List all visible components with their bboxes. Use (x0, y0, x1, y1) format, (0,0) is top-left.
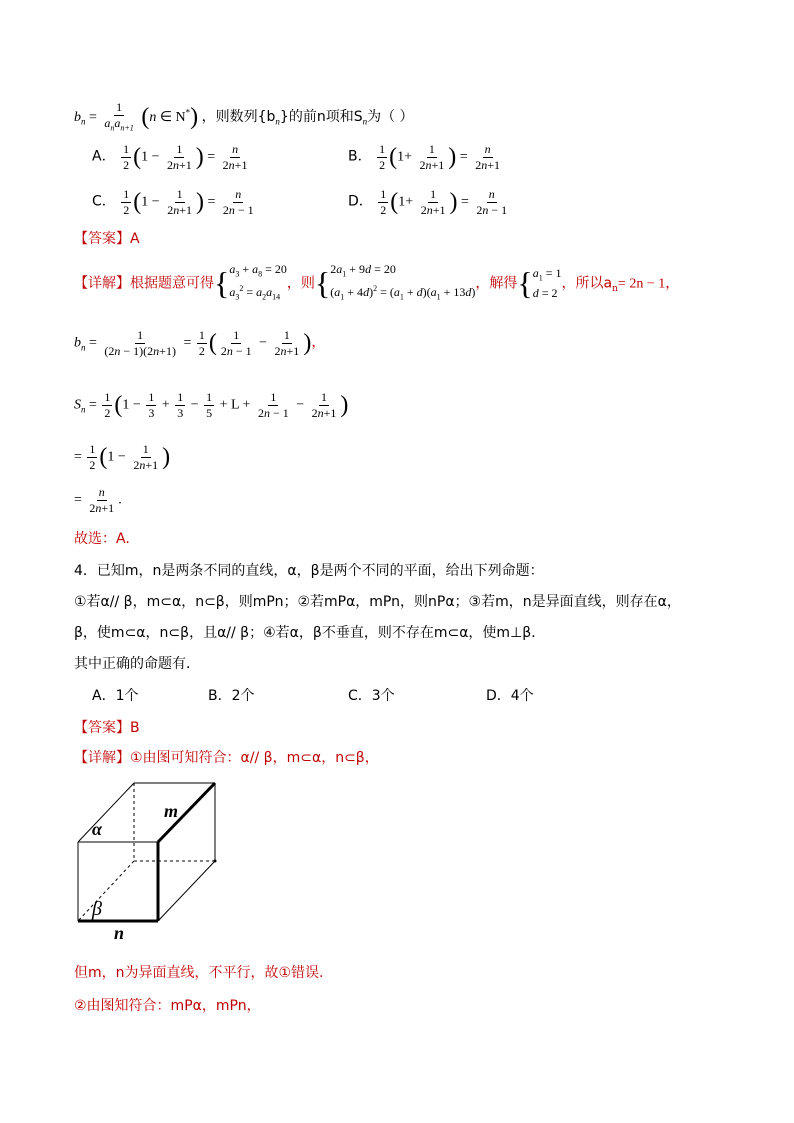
vertex-dot (214, 860, 217, 863)
hidden-edge-diagonal (78, 861, 134, 921)
q4-number: 4． (74, 563, 97, 579)
q3-answer (74, 228, 140, 248)
top-left-edge (78, 783, 134, 842)
label-n: n (114, 923, 125, 943)
q3-detail-line: 【详解】根据题意可得{ $a_3 + a_8 = 20$ $a_3^2 = a_2a_{14}$ ，则{ $2a_1 + 9d = 20$ $(a_1 + 4d)^2 = (a_1 + d)(a_1 + 13d)$ ，解得{ $a_1 = 1$ d = 2 ，所以$a_n= 2n - 1$， (74, 262, 680, 302)
sn-step2: = $\frac{1}{2}$ (1 − $\frac{1}{2n+1}$ ) (74, 442, 171, 472)
q4-option-c: C．3个 (348, 688, 395, 704)
q4-option-b: B．2个 (208, 688, 255, 704)
detail-text-4: ，所以a (561, 275, 613, 292)
option-c: C． $\frac{1}{2}$ (1 − $\frac{1}{2n+1}$ ) = $\frac{n}{2n - 1}$ (92, 187, 254, 217)
bn-expansion: $b_n$ = $\frac{1}{(2n - 1)(2n+1)}$ = $\frac{1}{2}$ ( $\frac{1}{2n - 1}$ − $\frac{1}{2n+1}$ )， (74, 328, 326, 358)
q4-detail-tag: 【详解】 (74, 750, 130, 766)
sn-step3: = $\frac{n}{2n+1}$ . (74, 485, 122, 515)
q3-stem-end: 为（ ） (367, 108, 414, 125)
q4-text-4: 其中正确的命题有． (74, 656, 200, 672)
option-d-label: D． (348, 193, 373, 210)
q4-conclusion-2: ②由图知符合：mPα，mPn， (74, 998, 261, 1014)
detail-text-3: ，解得 (475, 275, 518, 292)
detail-tag: 【详解】 (74, 275, 130, 292)
bn-definition: $b_n$ = $\frac{1}{a_na_{n+1}}$ (n ∈ N*) ，则数列$\{b_n\}$的前n项和$S_n$为（ ） (74, 100, 414, 133)
q4-option-d: D．4个 (486, 688, 534, 704)
detail-text-4b: = 2n − 1， (617, 276, 680, 292)
q4-detail (74, 747, 379, 767)
detail-text-2: ，则 (286, 275, 315, 292)
option-b: B． $\frac{1}{2}$ (1+ $\frac{1}{2n+1}$ ) = $\frac{n}{2n+1}$ (348, 142, 500, 172)
q4-detail-text: ①由图可知符合：α// β，m⊂α，n⊂β， (130, 750, 379, 766)
detail-text-1: 根据题意可得 (130, 275, 214, 292)
q4-text-3: β，使m⊂α，n⊂β，且α// β；④若α，β不垂直，则不存在m⊂α，使m⊥β． (74, 625, 546, 641)
q4-option-a: A．1个 (92, 688, 139, 704)
option-b-label: B． (348, 148, 372, 165)
q4-text-2: ①若α// β，m⊂α，n⊂β，则mPn；②若mPα，mPn，则nPα；③若m，n是异面直线，则存在α， (74, 594, 681, 610)
q4-text-1: 已知m，n是两条不同的直线，α，β是两个不同的平面，给出下列命题： (96, 563, 544, 579)
q4-answer (74, 717, 140, 737)
option-c-label: C． (92, 193, 116, 210)
option-a: A． $\frac{1}{2}$ (1 − $\frac{1}{2n+1}$ ) = $\frac{n}{2n+1}$ (92, 142, 248, 172)
option-d: D． $\frac{1}{2}$ (1+ $\frac{1}{2n+1}$ ) = $\frac{n}{2n - 1}$ (348, 187, 508, 217)
sn-expansion: $S_n$ = $\frac{1}{2}$ (1 − $\frac{1}{3}$ + $\frac{1}{3}$ − $\frac{1}{5}$ + L + $\frac{1}{2n - 1}$ − $\frac{1}{2n+1}$ ) (74, 390, 349, 420)
q4-conclusion-1: 但m，n为异面直线，不平行，故①错误. (74, 965, 324, 981)
label-beta: β (92, 898, 102, 920)
label-alpha: α (92, 819, 102, 839)
q3-choose: 故选：A. (74, 531, 130, 547)
cube-figure (70, 775, 230, 945)
q4-answer-tag: 【答案】 (74, 720, 130, 736)
q3-stem: ，则数列{b (201, 108, 276, 125)
q3-stem-tail: }的前n项和S (279, 108, 363, 125)
answer-value: A (130, 231, 140, 247)
bottom-right-edge (158, 861, 215, 921)
label-m: m (164, 801, 179, 821)
answer-tag: 【答案】 (74, 231, 130, 247)
q4-stem (74, 560, 544, 580)
option-a-label: A． (92, 148, 116, 165)
q4-answer-value: B (130, 720, 140, 736)
